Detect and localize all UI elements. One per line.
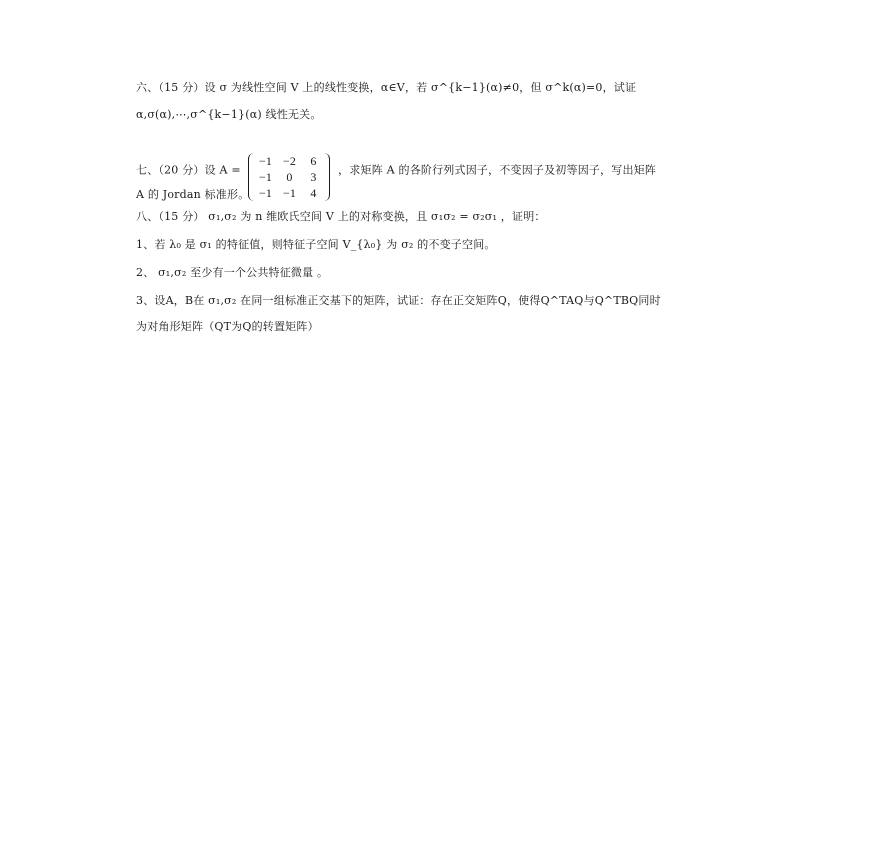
matrix-cell: −1 xyxy=(258,170,273,184)
matrix-cell: 3 xyxy=(310,170,317,184)
problem-8-item-3-line-1: 3、设A，B在 σ₁,σ₂ 在同一组标准正交基下的矩阵，试证：存在正交矩阵Q，使得Q^TAQ与Q^TBQ同时 xyxy=(136,294,661,307)
problem-7-line-2: A 的 Jordan 标准形。 xyxy=(136,188,250,201)
matrix-cell: 6 xyxy=(310,154,317,168)
problem-8-intro: 八、（15 分） σ₁,σ₂ 为 n 维欧氏空间 V 上的对称变换，且 σ₁σ₂ = σ₂σ₁ ，证明： xyxy=(136,210,546,223)
matrix-cell: −2 xyxy=(282,154,297,168)
problem-6-line-1: 六、（15 分）设 σ 为线性空间 V 上的线性变换，α∈V，若 σ^{k−1}(α)≠0，但 σ^k(α)=0，试证 xyxy=(136,81,637,94)
matrix-cell: −1 xyxy=(258,186,273,200)
matrix-cell: −1 xyxy=(258,154,273,168)
problem-7-suffix: ，求矩阵 A 的各阶行列式因子，不变因子及初等因子，写出矩阵 xyxy=(338,163,657,177)
matrix-cell: 0 xyxy=(286,170,293,184)
matrix-cell: 4 xyxy=(310,186,317,200)
problem-8-item-1: 1、若 λ₀ 是 σ₁ 的特征值，则特征子空间 V_{λ₀} 为 σ₂ 的不变子空间。 xyxy=(136,238,496,251)
problem-8-item-3-line-2: 为对角形矩阵（QT为Q的转置矩阵） xyxy=(136,320,319,333)
problem-7-prefix: 七、（20 分）设 A = xyxy=(136,163,241,177)
problem-8-item-2: 2、 σ₁,σ₂ 至少有一个公共特征微量 。 xyxy=(136,266,329,279)
matrix-cell: −1 xyxy=(282,186,297,200)
matrix-a-grid xyxy=(248,153,330,201)
matrix-a xyxy=(248,140,330,201)
problem-6-line-2: α,σ(α),⋯,σ^{k−1}(α) 线性无关。 xyxy=(136,108,322,121)
